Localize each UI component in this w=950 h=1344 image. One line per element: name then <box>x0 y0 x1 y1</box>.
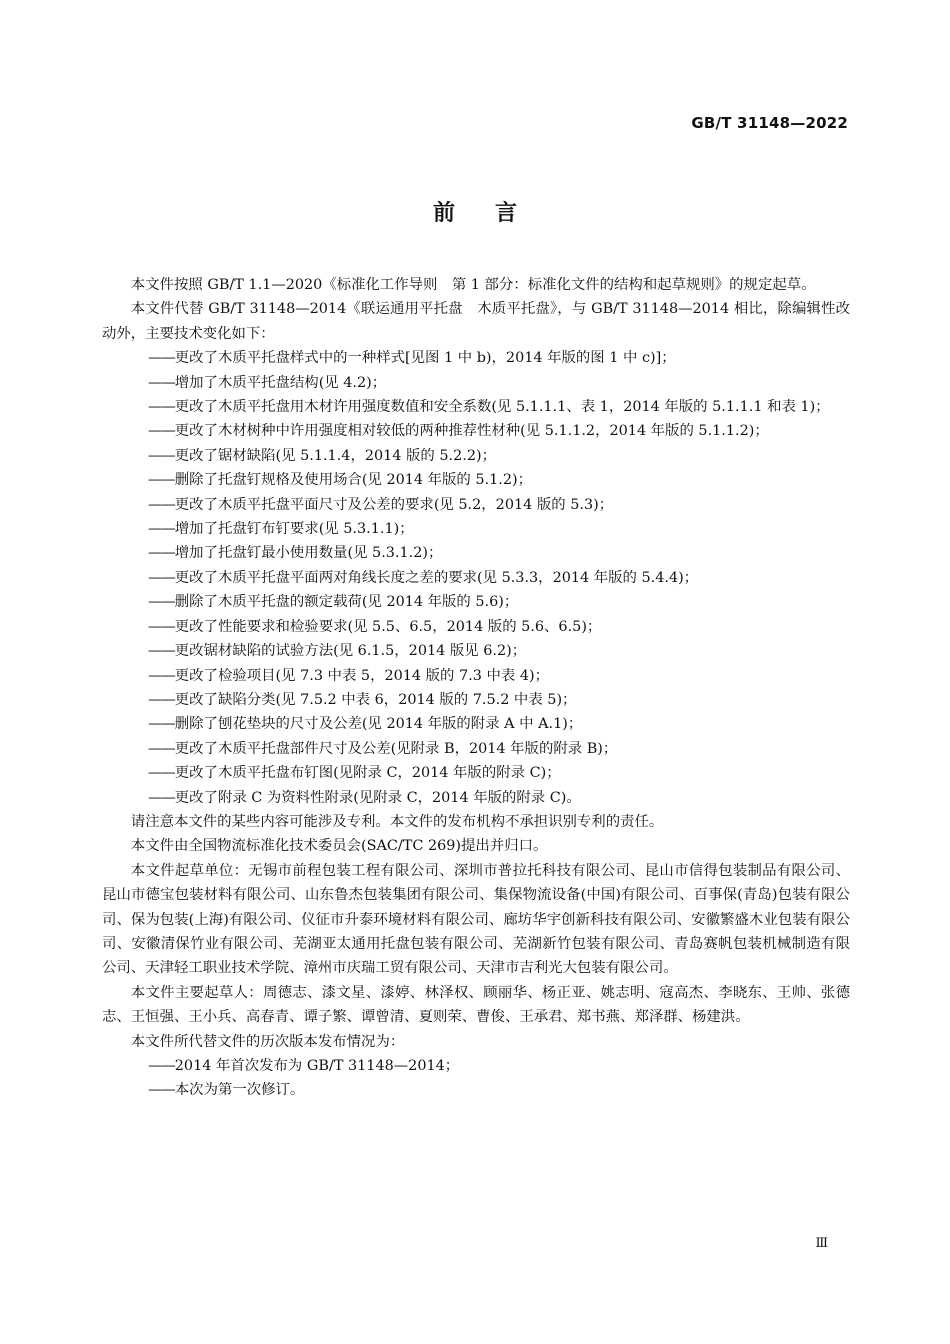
list-item-text: 增加了托盘钉最小使用数量(见 5.3.1.2)； <box>174 545 443 562</box>
list-item-text: 增加了木质平托盘结构(见 4.2)； <box>174 374 387 391</box>
patent-notice: 请注意本文件的某些内容可能涉及专利。本文件的发布机构不承担识别专利的责任。 <box>130 813 664 830</box>
proposer-paragraph: 本文件由全国物流标准化技术委员会(SAC/TC 269)提出并归口。 <box>130 838 548 855</box>
history-item <box>102 1054 850 1078</box>
list-item-text: 更改了木质平托盘平面尺寸及公差的要求(见 5.2，2014 版的 5.3)； <box>174 496 614 513</box>
change-item <box>102 688 850 712</box>
list-dash: —— <box>148 545 175 562</box>
list-dash: —— <box>148 423 175 440</box>
list-dash: —— <box>148 643 175 660</box>
list-dash: —— <box>148 399 175 416</box>
change-item <box>102 541 850 565</box>
change-item <box>102 395 850 419</box>
drafting-units-paragraph: 本文件起草单位：无锡市前程包装工程有限公司、深圳市普拉托科技有限公司、昆山市信得包装制品有限公司、昆山市德宝包装材料有限公司、山东鲁杰包装集团有限公司、集保物流设备(中国)有限公司、百事保(青岛)包装有限公司、保为包装(上海)有限公司、仪征市升泰环境材料有限公司、廊坊华宇创新科技有限公司、安徽繁盛木业包装有限公司、安徽清保竹业有限公司、芜湖亚太通用托盘包装有限公司、芜湖新竹包装有限公司、青岛赛帆包装机械制造有限公司、天津轻工职业技术学院、漳州市庆瑞工贸有限公司、天津市吉利光大包装有限公司。 <box>102 862 850 977</box>
list-item-text: 更改了木质平托盘用木材许用强度数值和安全系数(见 5.1.1.1、表 1，2014 年版的 5.1.1.1 和表 1)； <box>174 399 830 416</box>
intro-paragraph: 本文件按照 GB/T 1.1—2020《标准化工作导则 第 1 部分：标准化文件的结构和起草规则》的规定起草。 <box>130 277 816 293</box>
list-item-text: 更改了木质平托盘部件尺寸及公差(见附录 B，2014 年版的附录 B)； <box>174 740 618 757</box>
list-dash: —— <box>148 691 175 708</box>
list-item-text: 本次为第一次修订。 <box>174 1082 305 1099</box>
changes-list <box>102 346 850 810</box>
list-dash: —— <box>148 374 175 391</box>
list-dash: —— <box>148 594 175 611</box>
list-item-text: 更改了木材树种中许用强度相对较低的两种推荐性材种(见 5.1.1.2，2014 年版的 5.1.1.2)； <box>174 423 769 440</box>
list-item-text: 更改了缺陷分类(见 7.5.2 中表 6，2014 版的 7.5.2 中表 5)； <box>174 691 577 708</box>
change-item <box>102 639 850 663</box>
history-intro: 本文件所代替文件的历次版本发布情况为： <box>130 1033 405 1050</box>
list-dash: —— <box>148 496 175 513</box>
history-item <box>102 1078 850 1102</box>
list-dash: —— <box>148 618 175 635</box>
change-item <box>102 761 850 785</box>
list-item-text: 更改了附录 C 为资料性附录(见附录 C，2014 年版的附录 C)。 <box>174 789 581 806</box>
change-item <box>102 590 850 614</box>
list-item-text: 更改了木质平托盘平面两对角线长度之差的要求(见 5.3.3，2014 年版的 5.4.4)； <box>174 569 699 586</box>
change-item <box>102 615 850 639</box>
list-dash: —— <box>148 740 175 757</box>
change-item <box>102 419 850 443</box>
drafters-paragraph: 本文件主要起草人：周德志、漆文星、漆婷、林泽权、顾丽华、杨正亚、姚志明、寇高杰、李晓东、王帅、张德志、王恒强、王小兵、高春青、谭子繁、谭曾清、夏则荣、曹俊、王承君、郑书燕、郑泽群、杨建洪。 <box>102 984 850 1026</box>
change-item <box>102 712 850 736</box>
change-item <box>102 346 850 370</box>
list-dash: —— <box>148 569 175 586</box>
list-dash: —— <box>148 472 175 489</box>
list-item-text: 更改了锯材缺陷(见 5.1.1.4，2014 版的 5.2.2)； <box>174 447 497 464</box>
change-item <box>102 468 850 492</box>
list-dash: —— <box>148 521 175 538</box>
list-dash: —— <box>148 667 175 684</box>
foreword-body <box>102 273 850 1103</box>
list-item-text: 更改锯材缺陷的试验方法(见 6.1.5，2014 版见 6.2)； <box>174 643 527 660</box>
list-item-text: 更改了木质平托盘布钉图(见附录 C，2014 年版的附录 C)； <box>174 765 561 782</box>
change-item <box>102 493 850 517</box>
list-dash: —— <box>148 789 175 806</box>
change-item <box>102 786 850 810</box>
list-dash: —— <box>148 447 175 464</box>
list-item-text: 删除了木质平托盘的额定载荷(见 2014 年版的 5.6)； <box>174 594 519 611</box>
list-dash: —— <box>148 765 175 782</box>
intro-paragraph: 本文件代替 GB/T 31148—2014《联运通用平托盘 木质平托盘》，与 GB/T 31148—2014 相比，除编辑性改动外，主要技术变化如下： <box>102 301 850 342</box>
change-item <box>102 664 850 688</box>
change-item <box>102 566 850 590</box>
list-item-text: 2014 年首次发布为 GB/T 31148—2014； <box>174 1058 460 1074</box>
standard-number: GB/T 31148—2022 <box>691 114 848 132</box>
change-item <box>102 517 850 541</box>
change-item <box>102 371 850 395</box>
list-dash: —— <box>148 350 175 367</box>
page-number: Ⅲ <box>815 1236 828 1251</box>
history-list <box>102 1054 850 1103</box>
list-dash: —— <box>148 1082 175 1099</box>
page-title: 前言 <box>432 201 557 226</box>
list-dash: —— <box>148 716 175 733</box>
list-item-text: 增加了托盘钉布钉要求(见 5.3.1.1)； <box>174 521 414 538</box>
list-item-text: 更改了性能要求和检验要求(见 5.5、6.5，2014 版的 5.6、6.5)； <box>174 618 602 635</box>
change-item <box>102 737 850 761</box>
list-item-text: 更改了木质平托盘样式中的一种样式[见图 1 中 b)，2014 年版的图 1 中 c)]； <box>174 350 676 367</box>
list-item-text: 删除了刨花垫块的尺寸及公差(见 2014 年版的附录 A 中 A.1)； <box>174 716 583 733</box>
list-item-text: 更改了检验项目(见 7.3 中表 5，2014 版的 7.3 中表 4)； <box>174 667 549 684</box>
list-dash: —— <box>148 1058 175 1074</box>
list-item-text: 删除了托盘钉规格及使用场合(见 2014 年版的 5.1.2)； <box>174 472 533 489</box>
change-item <box>102 444 850 468</box>
